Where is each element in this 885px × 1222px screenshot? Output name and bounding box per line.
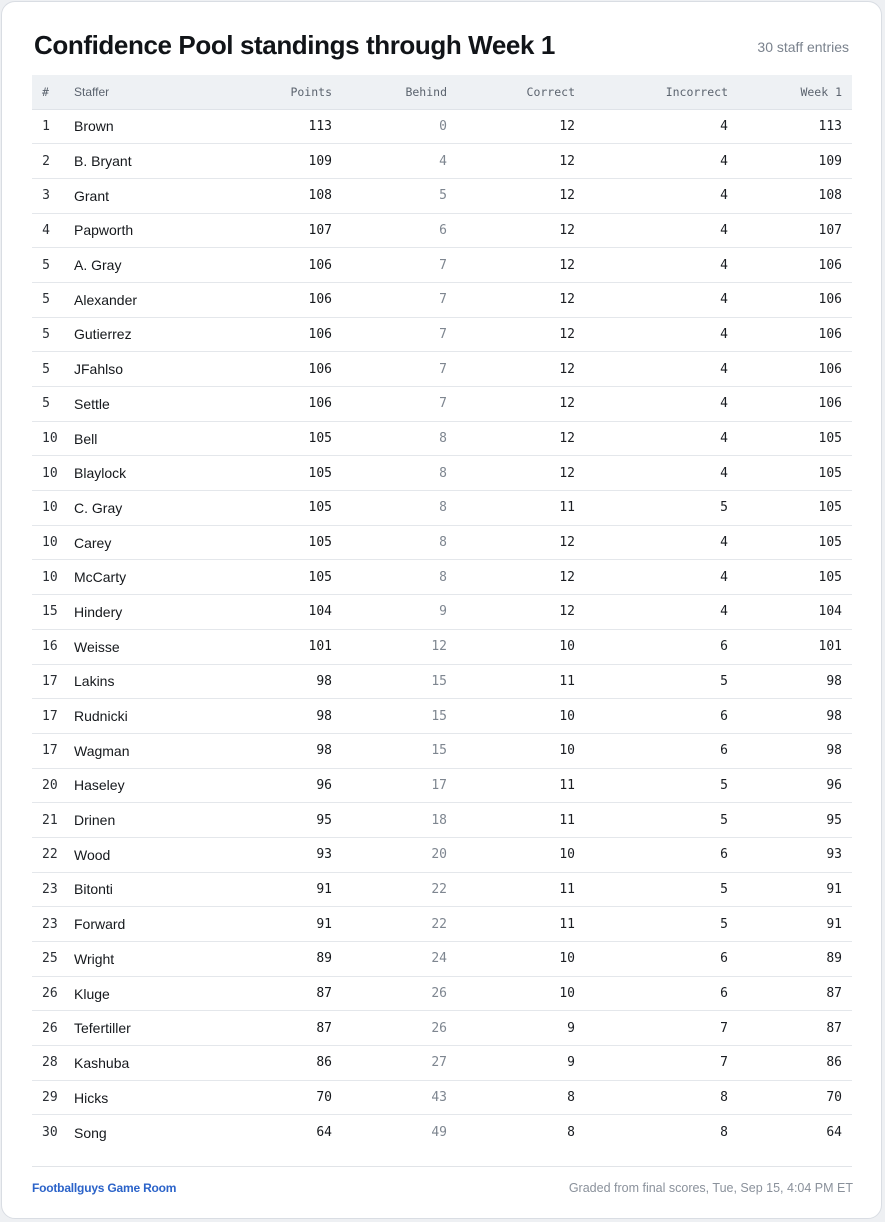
- table-row: [32, 178, 852, 213]
- correct-cell: 12: [457, 456, 585, 491]
- rank-cell: 5: [32, 248, 68, 283]
- staffer-cell: Bell: [68, 421, 188, 456]
- behind-cell: 7: [342, 248, 457, 283]
- incorrect-cell: 4: [585, 560, 738, 595]
- rank-cell: 4: [32, 213, 68, 248]
- correct-cell: 12: [457, 178, 585, 213]
- rank-cell: 2: [32, 144, 68, 179]
- correct-cell: 11: [457, 768, 585, 803]
- table-row: [32, 595, 852, 630]
- points-cell: 70: [188, 1080, 342, 1115]
- table-row: [32, 1115, 852, 1150]
- rank-cell: 5: [32, 282, 68, 317]
- correct-cell: 12: [457, 421, 585, 456]
- behind-cell: 7: [342, 282, 457, 317]
- staffer-cell: Weisse: [68, 629, 188, 664]
- column-header-week-1[interactable]: Week 1: [738, 75, 852, 109]
- correct-cell: 11: [457, 803, 585, 838]
- week-1-cell: 89: [738, 942, 852, 977]
- rank-cell: 26: [32, 976, 68, 1011]
- rank-cell: 23: [32, 907, 68, 942]
- points-cell: 106: [188, 352, 342, 387]
- table-row: [32, 213, 852, 248]
- week-1-cell: 91: [738, 872, 852, 907]
- week-1-cell: 98: [738, 664, 852, 699]
- points-cell: 98: [188, 699, 342, 734]
- table-row: [32, 664, 852, 699]
- incorrect-cell: 7: [585, 1011, 738, 1046]
- rank-cell: 15: [32, 595, 68, 630]
- staffer-cell: Papworth: [68, 213, 188, 248]
- incorrect-cell: 4: [585, 317, 738, 352]
- incorrect-cell: 4: [585, 109, 738, 144]
- table-row: [32, 387, 852, 422]
- standings-table: [32, 75, 852, 1150]
- incorrect-cell: 5: [585, 768, 738, 803]
- staffer-cell: Gutierrez: [68, 317, 188, 352]
- rank-cell: 21: [32, 803, 68, 838]
- week-1-cell: 86: [738, 1046, 852, 1081]
- table-row: [32, 837, 852, 872]
- week-1-cell: 87: [738, 1011, 852, 1046]
- points-cell: 64: [316, 1125, 332, 1141]
- week-1-cell: 113: [738, 109, 852, 144]
- page-title: Confidence Pool standings through Week 1: [34, 30, 555, 60]
- week-1-cell: 108: [738, 178, 852, 213]
- rank-cell: 10: [32, 525, 68, 560]
- week-1-cell: 101: [738, 629, 852, 664]
- week-1-cell: 95: [738, 803, 852, 838]
- week-1-cell: 98: [738, 733, 852, 768]
- incorrect-cell: 4: [585, 421, 738, 456]
- points-cell: 105: [188, 421, 342, 456]
- correct-cell: 9: [457, 1011, 585, 1046]
- behind-cell: 20: [342, 837, 457, 872]
- brand-link[interactable]: Footballguys Game Room: [32, 1181, 177, 1195]
- staffer-cell: Grant: [68, 178, 188, 213]
- staffer-cell: Lakins: [68, 664, 188, 699]
- table-row: [32, 525, 852, 560]
- staffer-cell: Kashuba: [68, 1046, 188, 1081]
- rank-cell: 20: [32, 768, 68, 803]
- week-1-cell: 64: [826, 1125, 842, 1141]
- behind-cell: 22: [342, 907, 457, 942]
- rank-cell: 17: [32, 664, 68, 699]
- rank-cell: 23: [32, 872, 68, 907]
- points-cell: 87: [188, 1011, 342, 1046]
- points-cell: 104: [188, 595, 342, 630]
- behind-cell: 15: [342, 733, 457, 768]
- incorrect-cell: 4: [585, 352, 738, 387]
- behind-cell: 8: [342, 525, 457, 560]
- behind-cell: 5: [342, 178, 457, 213]
- points-cell: 93: [188, 837, 342, 872]
- correct-cell: 10: [457, 976, 585, 1011]
- table-row: [32, 907, 852, 942]
- behind-cell: 8: [342, 456, 457, 491]
- correct-cell: 12: [457, 560, 585, 595]
- table-row: [32, 144, 852, 179]
- table-row: [32, 1080, 852, 1115]
- incorrect-cell: 7: [585, 1046, 738, 1081]
- staffer-cell: B. Bryant: [68, 144, 188, 179]
- table-row: [32, 421, 852, 456]
- points-cell: 98: [188, 733, 342, 768]
- correct-cell: 8: [567, 1125, 575, 1141]
- behind-cell: 8: [342, 560, 457, 595]
- incorrect-cell: 5: [585, 803, 738, 838]
- rank-cell: 1: [32, 109, 68, 144]
- week-1-cell: 87: [738, 976, 852, 1011]
- incorrect-cell: 4: [585, 282, 738, 317]
- week-1-cell: 105: [738, 525, 852, 560]
- points-cell: 86: [188, 1046, 342, 1081]
- table-row: [32, 248, 852, 283]
- week-1-cell: 106: [738, 248, 852, 283]
- staffer-cell: Wagman: [68, 733, 188, 768]
- table-row: [32, 803, 852, 838]
- week-1-cell: 93: [738, 837, 852, 872]
- behind-cell: 8: [342, 491, 457, 526]
- card-header: [34, 26, 849, 66]
- graded-note: Graded from final scores, Tue, Sep 15, 4:04 PM ET: [568, 1181, 853, 1195]
- rank-cell: 29: [32, 1080, 68, 1115]
- incorrect-cell: 6: [585, 629, 738, 664]
- behind-cell: 4: [342, 144, 457, 179]
- table-row: [32, 976, 852, 1011]
- correct-cell: 10: [457, 699, 585, 734]
- rank-cell: 3: [32, 178, 68, 213]
- points-cell: 89: [188, 942, 342, 977]
- points-cell: 101: [188, 629, 342, 664]
- rank-cell: 22: [32, 837, 68, 872]
- behind-cell: 9: [342, 595, 457, 630]
- table-body: [32, 109, 852, 1150]
- table-row: [32, 317, 852, 352]
- correct-cell: 10: [457, 629, 585, 664]
- week-1-cell: 106: [738, 282, 852, 317]
- staffer-cell: Tefertiller: [68, 1011, 188, 1046]
- rank-cell: 25: [32, 942, 68, 977]
- points-cell: 105: [188, 560, 342, 595]
- staffer-cell: Hicks: [68, 1080, 188, 1115]
- points-cell: 96: [188, 768, 342, 803]
- rank-cell: 5: [32, 317, 68, 352]
- week-1-cell: 96: [738, 768, 852, 803]
- correct-cell: 10: [457, 942, 585, 977]
- staffer-cell: Blaylock: [68, 456, 188, 491]
- correct-cell: 11: [457, 491, 585, 526]
- correct-cell: 9: [457, 1046, 585, 1081]
- correct-cell: 8: [457, 1080, 585, 1115]
- incorrect-cell: 6: [585, 942, 738, 977]
- correct-cell: 11: [457, 664, 585, 699]
- behind-cell: 12: [342, 629, 457, 664]
- table-row: [32, 1011, 852, 1046]
- entries-count: 30 staff entries: [757, 39, 849, 55]
- table-row: [32, 352, 852, 387]
- behind-cell: 22: [342, 872, 457, 907]
- correct-cell: 12: [457, 282, 585, 317]
- column-header-staffer[interactable]: Staffer: [68, 75, 188, 109]
- points-cell: 95: [188, 803, 342, 838]
- column-header-rank[interactable]: #: [32, 75, 68, 109]
- behind-cell: 43: [342, 1080, 457, 1115]
- incorrect-cell: 5: [585, 907, 738, 942]
- incorrect-cell: 8: [585, 1080, 738, 1115]
- table-row: [32, 1046, 852, 1081]
- correct-cell: 12: [457, 387, 585, 422]
- correct-cell: 12: [457, 248, 585, 283]
- table-row: [32, 629, 852, 664]
- incorrect-cell: 6: [585, 837, 738, 872]
- points-cell: 106: [188, 248, 342, 283]
- points-cell: 105: [188, 491, 342, 526]
- points-cell: 105: [188, 525, 342, 560]
- behind-cell: 7: [342, 387, 457, 422]
- correct-cell: 11: [457, 872, 585, 907]
- behind-cell: 18: [342, 803, 457, 838]
- staffer-cell: Rudnicki: [68, 699, 188, 734]
- rank-cell: 17: [32, 699, 68, 734]
- rank-cell: 10: [32, 421, 68, 456]
- correct-cell: 12: [457, 525, 585, 560]
- staffer-cell: Drinen: [68, 803, 188, 838]
- staffer-cell: C. Gray: [68, 491, 188, 526]
- week-1-cell: 106: [738, 387, 852, 422]
- correct-cell: 12: [457, 595, 585, 630]
- correct-cell: 12: [457, 109, 585, 144]
- incorrect-cell: 4: [585, 595, 738, 630]
- table-row: [32, 733, 852, 768]
- week-1-cell: 104: [738, 595, 852, 630]
- incorrect-cell: 5: [585, 872, 738, 907]
- points-cell: 87: [188, 976, 342, 1011]
- rank-cell: 16: [32, 629, 68, 664]
- rank-cell: 17: [32, 733, 68, 768]
- behind-cell: 24: [342, 942, 457, 977]
- table-row: [32, 872, 852, 907]
- table-header-row: [32, 75, 852, 109]
- rank-cell: 30: [42, 1125, 58, 1141]
- incorrect-cell: 6: [585, 733, 738, 768]
- staffer-cell: Wood: [68, 837, 188, 872]
- behind-cell: 49: [431, 1125, 447, 1141]
- points-cell: 108: [188, 178, 342, 213]
- week-1-cell: 105: [738, 421, 852, 456]
- behind-cell: 17: [342, 768, 457, 803]
- incorrect-cell: 4: [585, 248, 738, 283]
- column-header-behind[interactable]: Behind: [342, 75, 457, 109]
- week-1-cell: 107: [738, 213, 852, 248]
- staffer-cell: Forward: [68, 907, 188, 942]
- column-header-incorrect[interactable]: Incorrect: [585, 75, 738, 109]
- rank-cell: 5: [32, 352, 68, 387]
- staffer-cell: Hindery: [68, 595, 188, 630]
- points-cell: 109: [188, 144, 342, 179]
- incorrect-cell: 4: [585, 178, 738, 213]
- points-cell: 91: [188, 907, 342, 942]
- table-row: [32, 699, 852, 734]
- correct-cell: 12: [457, 144, 585, 179]
- week-1-cell: 105: [738, 560, 852, 595]
- incorrect-cell: 8: [720, 1125, 728, 1141]
- behind-cell: 27: [342, 1046, 457, 1081]
- table-row: [32, 109, 852, 144]
- staffer-cell: Kluge: [68, 976, 188, 1011]
- rank-cell: 5: [32, 387, 68, 422]
- staffer-cell: A. Gray: [68, 248, 188, 283]
- points-cell: 105: [188, 456, 342, 491]
- table-row: [32, 942, 852, 977]
- rank-cell: 26: [32, 1011, 68, 1046]
- correct-cell: 12: [457, 317, 585, 352]
- rank-cell: 10: [32, 560, 68, 595]
- behind-cell: 15: [342, 664, 457, 699]
- points-cell: 106: [188, 282, 342, 317]
- week-1-cell: 109: [738, 144, 852, 179]
- table-row: [32, 560, 852, 595]
- table-row: [32, 768, 852, 803]
- week-1-cell: 91: [738, 907, 852, 942]
- behind-cell: 6: [342, 213, 457, 248]
- behind-cell: 26: [342, 1011, 457, 1046]
- staffer-cell: Wright: [68, 942, 188, 977]
- incorrect-cell: 5: [585, 491, 738, 526]
- incorrect-cell: 4: [585, 144, 738, 179]
- correct-cell: 10: [457, 837, 585, 872]
- week-1-cell: 98: [738, 699, 852, 734]
- table-row: [32, 282, 852, 317]
- footer-divider: [32, 1166, 852, 1167]
- column-header-correct[interactable]: Correct: [457, 75, 585, 109]
- staffer-cell: Carey: [68, 525, 188, 560]
- table-row: [32, 491, 852, 526]
- staffer-cell: Haseley: [68, 768, 188, 803]
- week-1-cell: 106: [738, 352, 852, 387]
- behind-cell: 15: [342, 699, 457, 734]
- points-cell: 107: [188, 213, 342, 248]
- incorrect-cell: 6: [585, 976, 738, 1011]
- incorrect-cell: 4: [585, 525, 738, 560]
- incorrect-cell: 4: [585, 456, 738, 491]
- points-cell: 91: [188, 872, 342, 907]
- incorrect-cell: 5: [585, 664, 738, 699]
- staffer-cell: Bitonti: [68, 872, 188, 907]
- points-cell: 106: [188, 387, 342, 422]
- behind-cell: 7: [342, 317, 457, 352]
- week-1-cell: 70: [738, 1080, 852, 1115]
- incorrect-cell: 4: [585, 213, 738, 248]
- staffer-cell: Alexander: [68, 282, 188, 317]
- behind-cell: 7: [342, 352, 457, 387]
- correct-cell: 10: [457, 733, 585, 768]
- incorrect-cell: 6: [585, 699, 738, 734]
- correct-cell: 12: [457, 352, 585, 387]
- staffer-cell: Song: [74, 1124, 107, 1141]
- week-1-cell: 105: [738, 491, 852, 526]
- rank-cell: 28: [32, 1046, 68, 1081]
- points-cell: 113: [188, 109, 342, 144]
- correct-cell: 11: [457, 907, 585, 942]
- table-row: [32, 456, 852, 491]
- behind-cell: 8: [342, 421, 457, 456]
- correct-cell: 12: [457, 213, 585, 248]
- staffer-cell: JFahlso: [68, 352, 188, 387]
- behind-cell: 0: [342, 109, 457, 144]
- points-cell: 98: [188, 664, 342, 699]
- week-1-cell: 105: [738, 456, 852, 491]
- column-header-points[interactable]: Points: [188, 75, 342, 109]
- staffer-cell: Brown: [68, 109, 188, 144]
- incorrect-cell: 4: [585, 387, 738, 422]
- staffer-cell: Settle: [68, 387, 188, 422]
- behind-cell: 26: [342, 976, 457, 1011]
- rank-cell: 10: [32, 491, 68, 526]
- week-1-cell: 106: [738, 317, 852, 352]
- points-cell: 106: [188, 317, 342, 352]
- staffer-cell: McCarty: [68, 560, 188, 595]
- rank-cell: 10: [32, 456, 68, 491]
